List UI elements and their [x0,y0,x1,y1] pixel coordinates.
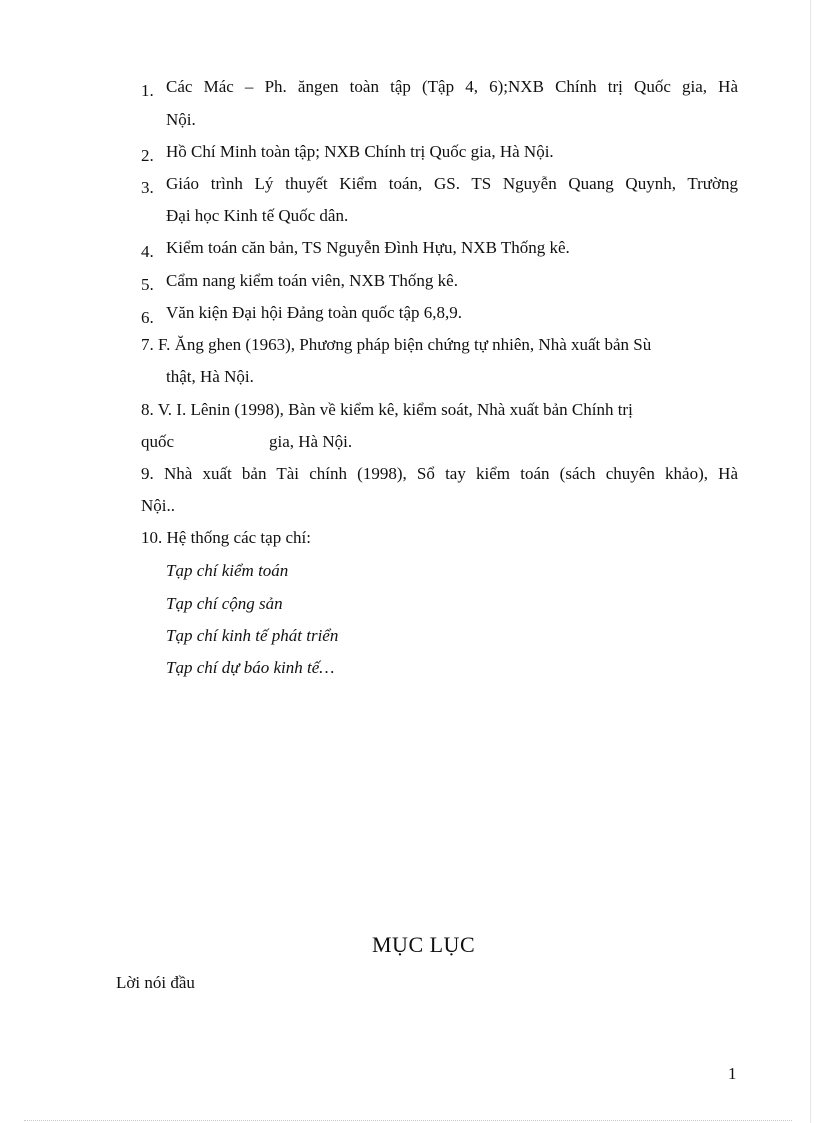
ref-4-number: 4. [141,242,154,261]
page-number: 1 [728,1064,737,1083]
ref-9-line2: Nội.. [141,496,175,515]
journal-item: Tạp chí dự báo kinh tế… [166,658,335,677]
ref-10-label: 10. Hệ thống các tạp chí: [141,528,311,547]
toc-title: MỤC LỤC [372,932,476,957]
page-bottom-border [24,1120,792,1121]
ref-5-number: 5. [141,275,154,294]
ref-8-line1: 8. V. I. Lênin (1998), Bàn về kiểm kê, kiểm soát, Nhà xuất bản Chính trị [141,400,633,419]
ref-1-line1: Các Mác – Ph. ăngen toàn tập (Tập 4, 6);NXB Chính trị Quốc gia, Hà [166,77,738,96]
ref-3-line2: Đại học Kinh tế Quốc dân. [166,206,349,225]
journal-item: Tạp chí kinh tế phát triển [166,626,339,645]
journal-item: Tạp chí cộng sản [166,594,283,613]
ref-1-number: 1. [141,81,154,100]
ref-4-line1: Kiểm toán căn bản, TS Nguyễn Đình Hựu, NXB Thống kê. [166,238,570,257]
ref-6-line1: Văn kiện Đại hội Đảng toàn quốc tập 6,8,9. [166,303,463,322]
ref-2-number: 2. [141,146,154,165]
ref-8-line2b: gia, Hà Nội. [269,432,353,451]
ref-3-line1: Giáo trình Lý thuyết Kiểm toán, GS. TS Nguyễn Quang Quynh, Trường [166,174,738,193]
ref-2-line1: Hồ Chí Minh toàn tập; NXB Chính trị Quốc gia, Hà Nội. [166,142,554,161]
ref-8-line2a: quốc [141,432,175,451]
ref-5-line1: Cẩm nang kiểm toán viên, NXB Thống kê. [166,271,458,290]
ref-7-line1: 7. F. Ăng ghen (1963), Phương pháp biện chứng tự nhiên, Nhà xuất bản Sù [141,335,652,354]
ref-1-line2: Nội. [166,110,196,129]
ref-3-number: 3. [141,178,154,197]
ref-7-line2: thật, Hà Nội. [166,367,254,386]
journal-item: Tạp chí kiểm toán [166,561,289,580]
ref-6-number: 6. [141,308,154,327]
ref-9-line1: 9. Nhà xuất bản Tài chính (1998), Sổ tay kiểm toán (sách chuyên khảo), Hà [141,464,738,483]
toc-entry: Lời nói đầu [116,973,195,992]
page-right-border [810,0,811,1123]
